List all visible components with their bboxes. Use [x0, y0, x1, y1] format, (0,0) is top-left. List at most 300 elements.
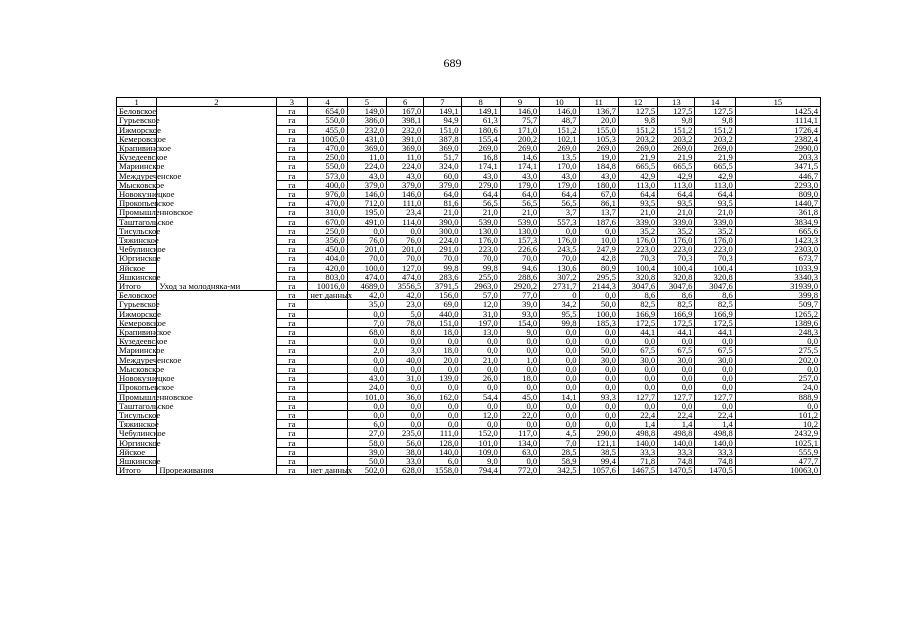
value-cell — [308, 392, 347, 401]
value-cell: 665,5 — [695, 162, 735, 171]
value-cell: 171,0 — [500, 125, 539, 134]
value-cell: 0,0 — [579, 401, 618, 410]
region-cell: Мариинское — [117, 162, 157, 171]
value-cell: 269,0 — [618, 144, 657, 153]
region-cell: Междуреченское — [117, 355, 157, 364]
region-cell: Гурьевское — [117, 300, 157, 309]
value-cell: 0,0 — [658, 401, 695, 410]
value-cell: 30,0 — [579, 355, 618, 364]
unit-cell: га — [276, 383, 308, 392]
value-cell: 539,0 — [461, 217, 500, 226]
value-cell: 339,0 — [658, 217, 695, 226]
value-cell: 2920,2 — [500, 282, 539, 291]
value-cell — [308, 346, 347, 355]
unit-cell: га — [276, 291, 308, 300]
value-cell: 342,5 — [540, 466, 579, 475]
value-cell: 203,2 — [618, 134, 657, 143]
value-cell: 111,0 — [424, 429, 461, 438]
value-cell: 509,7 — [735, 300, 820, 309]
value-cell: 269,0 — [540, 144, 579, 153]
value-cell: 470,0 — [308, 199, 347, 208]
value-cell: 670,0 — [308, 217, 347, 226]
value-cell: 24,0 — [347, 383, 386, 392]
value-cell: 93,5 — [618, 199, 657, 208]
unit-cell: га — [276, 328, 308, 337]
header-cell-8: 8 — [461, 98, 500, 107]
value-cell: 628,0 — [387, 466, 424, 475]
unit-cell: га — [276, 300, 308, 309]
value-cell: 99,8 — [461, 263, 500, 272]
value-cell: 9,8 — [695, 116, 735, 125]
value-cell: 9,8 — [658, 116, 695, 125]
value-cell: 283,6 — [424, 272, 461, 281]
value-cell: 247,9 — [579, 245, 618, 254]
value-cell: 502,0 — [347, 466, 386, 475]
value-cell: 10,0 — [579, 236, 618, 245]
unit-cell: га — [276, 438, 308, 447]
value-cell — [308, 364, 347, 373]
value-cell: 155,4 — [461, 134, 500, 143]
value-cell: 235,0 — [387, 429, 424, 438]
value-cell: 43,0 — [579, 171, 618, 180]
value-cell: 295,5 — [579, 272, 618, 281]
value-cell: 470,0 — [308, 144, 347, 153]
value-cell: 39,0 — [347, 447, 386, 456]
activity-cell: Уход за молодняка-ми — [157, 107, 276, 291]
value-cell: 70,3 — [658, 254, 695, 263]
value-cell: 654,0 — [308, 107, 347, 116]
value-cell: 1,4 — [618, 420, 657, 429]
value-cell: 498,8 — [658, 429, 695, 438]
value-cell: 176,0 — [658, 236, 695, 245]
value-cell: 255,0 — [461, 272, 500, 281]
value-cell: 70,0 — [540, 254, 579, 263]
value-cell: 557,3 — [540, 217, 579, 226]
value-cell: 0,0 — [540, 420, 579, 429]
activity-cell: Прореживания — [157, 291, 276, 475]
value-cell: 279,0 — [461, 180, 500, 189]
region-cell: Чебулинское — [117, 245, 157, 254]
value-cell: 140,0 — [695, 438, 735, 447]
value-cell: 0,0 — [658, 364, 695, 373]
value-cell: 550,0 — [308, 116, 347, 125]
value-cell: 391,0 — [387, 134, 424, 143]
value-cell: 44,1 — [658, 328, 695, 337]
value-cell: 95,5 — [540, 309, 579, 318]
value-cell: 0,0 — [579, 374, 618, 383]
value-cell: 0,0 — [387, 401, 424, 410]
value-cell: 477,7 — [735, 456, 820, 465]
value-cell: 243,5 — [540, 245, 579, 254]
value-cell: 0,0 — [540, 328, 579, 337]
value-cell: 38,5 — [579, 447, 618, 456]
value-cell: 134,0 — [500, 438, 539, 447]
value-cell: 51,7 — [424, 153, 461, 162]
value-cell: 2963,0 — [461, 282, 500, 291]
value-cell: 151,2 — [658, 125, 695, 134]
value-cell: 50,0 — [347, 456, 386, 465]
value-cell: 34,2 — [540, 300, 579, 309]
value-cell: 68,0 — [347, 328, 386, 337]
value-cell: 170,0 — [540, 162, 579, 171]
value-cell: 1470,5 — [695, 466, 735, 475]
unit-cell: га — [276, 466, 308, 475]
value-cell: 0,0 — [540, 401, 579, 410]
value-cell: 223,0 — [695, 245, 735, 254]
value-cell: 0,0 — [579, 410, 618, 419]
unit-cell: га — [276, 420, 308, 429]
value-cell: 74,8 — [695, 456, 735, 465]
value-cell: 157,3 — [500, 236, 539, 245]
value-cell: 105,3 — [579, 134, 618, 143]
value-cell: 2,0 — [347, 346, 386, 355]
value-cell: 179,0 — [500, 180, 539, 189]
page-number: 689 — [443, 56, 462, 70]
value-cell: 127,5 — [695, 107, 735, 116]
value-cell: 0,0 — [424, 337, 461, 346]
value-cell: 0,0 — [540, 364, 579, 373]
unit-cell: га — [276, 364, 308, 373]
value-cell: 420,0 — [308, 263, 347, 272]
value-cell: 70,0 — [347, 254, 386, 263]
value-cell: 176,0 — [618, 236, 657, 245]
value-cell: 13,5 — [540, 153, 579, 162]
value-cell: 1,0 — [500, 355, 539, 364]
value-cell: 8,6 — [695, 291, 735, 300]
value-cell: 33,3 — [618, 447, 657, 456]
value-cell: 288,6 — [500, 272, 539, 281]
unit-cell: га — [276, 171, 308, 180]
value-cell: 7,0 — [347, 318, 386, 327]
value-cell: 151,2 — [618, 125, 657, 134]
value-cell: 33,3 — [658, 447, 695, 456]
value-cell: 1558,0 — [424, 466, 461, 475]
value-cell: 22,4 — [695, 410, 735, 419]
value-cell: 398,1 — [387, 116, 424, 125]
unit-cell: га — [276, 337, 308, 346]
value-cell: 0,0 — [347, 355, 386, 364]
value-cell: 1726,4 — [735, 125, 820, 134]
value-cell: 11,0 — [387, 153, 424, 162]
value-cell: 94,6 — [500, 263, 539, 272]
value-cell: 386,0 — [347, 116, 386, 125]
region-cell: Мысковское — [117, 364, 157, 373]
value-cell: 0,0 — [387, 410, 424, 419]
value-cell: 172,5 — [658, 318, 695, 327]
value-cell: 1423,3 — [735, 236, 820, 245]
value-cell: 127,7 — [695, 392, 735, 401]
value-cell: 200,2 — [500, 134, 539, 143]
value-cell: 31,0 — [461, 309, 500, 318]
value-cell: нет данных — [308, 291, 347, 300]
value-cell: 10063,0 — [735, 466, 820, 475]
unit-cell: га — [276, 144, 308, 153]
value-cell: 0,0 — [387, 383, 424, 392]
value-cell: 1057,6 — [579, 466, 618, 475]
value-cell: 223,0 — [461, 245, 500, 254]
value-cell: 80,9 — [579, 263, 618, 272]
value-cell: 8,6 — [618, 291, 657, 300]
value-cell — [308, 300, 347, 309]
value-cell: 58,0 — [347, 438, 386, 447]
value-cell: 35,0 — [347, 300, 386, 309]
region-cell: Промышленновское — [117, 208, 157, 217]
value-cell: 387,8 — [424, 134, 461, 143]
value-cell: 93,5 — [658, 199, 695, 208]
value-cell: 185,3 — [579, 318, 618, 327]
region-cell: Тяжинское — [117, 420, 157, 429]
value-cell: 1467,5 — [618, 466, 657, 475]
value-cell: 0,0 — [695, 374, 735, 383]
value-cell: 269,0 — [658, 144, 695, 153]
value-cell: 94,9 — [424, 116, 461, 125]
value-cell: 269,0 — [461, 144, 500, 153]
value-cell: 0,0 — [579, 420, 618, 429]
value-cell: 113,0 — [658, 180, 695, 189]
value-cell: 3047,6 — [618, 282, 657, 291]
value-cell: 42,9 — [695, 171, 735, 180]
value-cell: 176,0 — [695, 236, 735, 245]
value-cell: 43,0 — [387, 171, 424, 180]
value-cell: 179,0 — [540, 180, 579, 189]
header-cell-6: 6 — [387, 98, 424, 107]
value-cell: 3471,5 — [735, 162, 820, 171]
value-cell: 64,0 — [424, 190, 461, 199]
value-cell: 166,9 — [658, 309, 695, 318]
value-cell: 0,0 — [540, 337, 579, 346]
value-cell: 176,0 — [461, 236, 500, 245]
value-cell: 2731,7 — [540, 282, 579, 291]
region-cell: Кузедеевское — [117, 337, 157, 346]
region-cell: Итого — [117, 282, 157, 291]
value-cell: 248,3 — [735, 328, 820, 337]
value-cell — [308, 328, 347, 337]
value-cell — [308, 309, 347, 318]
value-cell: 43,0 — [540, 171, 579, 180]
value-cell: 6,0 — [424, 456, 461, 465]
value-cell: 9,8 — [618, 116, 657, 125]
value-cell: 21,0 — [424, 208, 461, 217]
table-body — [117, 98, 821, 475]
value-cell: 155,0 — [579, 125, 618, 134]
value-cell — [308, 420, 347, 429]
value-cell: 404,0 — [308, 254, 347, 263]
value-cell: 23,0 — [387, 300, 424, 309]
value-cell: 665,5 — [618, 162, 657, 171]
value-cell: 0,0 — [579, 337, 618, 346]
value-cell: 455,0 — [308, 125, 347, 134]
value-cell: 64,4 — [540, 190, 579, 199]
value-cell: 324,0 — [424, 162, 461, 171]
region-cell: Прокопьевское — [117, 199, 157, 208]
value-cell: 22,4 — [658, 410, 695, 419]
value-cell: 1425,4 — [735, 107, 820, 116]
region-cell: Тисульское — [117, 226, 157, 235]
value-cell: 772,0 — [500, 466, 539, 475]
value-cell: 166,9 — [618, 309, 657, 318]
value-cell: 56,0 — [387, 438, 424, 447]
value-cell: 102,1 — [540, 134, 579, 143]
value-cell: 0,0 — [540, 383, 579, 392]
value-cell: 20,0 — [424, 355, 461, 364]
value-cell: 70,0 — [424, 254, 461, 263]
value-cell: 64,4 — [618, 190, 657, 199]
value-cell: 2303,0 — [735, 245, 820, 254]
value-cell: 58,9 — [540, 456, 579, 465]
value-cell: 3791,5 — [424, 282, 461, 291]
value-cell: 0,0 — [658, 374, 695, 383]
value-cell: 18,0 — [424, 346, 461, 355]
value-cell: 1265,2 — [735, 309, 820, 318]
unit-cell: га — [276, 318, 308, 327]
value-cell — [308, 318, 347, 327]
unit-cell: га — [276, 107, 308, 116]
value-cell: 21,0 — [461, 208, 500, 217]
value-cell: 101,0 — [347, 392, 386, 401]
value-cell: 70,0 — [500, 254, 539, 263]
value-cell: 127,7 — [618, 392, 657, 401]
header-cell-15: 15 — [735, 98, 820, 107]
unit-cell: га — [276, 254, 308, 263]
value-cell: 13,0 — [461, 328, 500, 337]
value-cell: 67,5 — [618, 346, 657, 355]
header-cell-9: 9 — [500, 98, 539, 107]
value-cell: 431,0 — [347, 134, 386, 143]
value-cell: 390,0 — [424, 217, 461, 226]
value-cell: 21,0 — [658, 208, 695, 217]
value-cell: 38,0 — [387, 447, 424, 456]
unit-cell: га — [276, 456, 308, 465]
value-cell: 100,0 — [579, 309, 618, 318]
value-cell: 4689,0 — [347, 282, 386, 291]
value-cell — [308, 438, 347, 447]
region-cell: Промышленновское — [117, 392, 157, 401]
unit-cell: га — [276, 245, 308, 254]
value-cell: 269,0 — [579, 144, 618, 153]
value-cell: 2990,0 — [735, 144, 820, 153]
value-cell: 0,0 — [347, 410, 386, 419]
value-cell: 20,0 — [579, 116, 618, 125]
value-cell: 0,0 — [658, 383, 695, 392]
header-cell-7: 7 — [424, 98, 461, 107]
value-cell: 35,2 — [658, 226, 695, 235]
value-cell: 10016,0 — [308, 282, 347, 291]
value-cell: 2432,9 — [735, 429, 820, 438]
value-cell: 712,0 — [347, 199, 386, 208]
value-cell: 127,7 — [658, 392, 695, 401]
value-cell: 50,0 — [579, 346, 618, 355]
value-cell: 803,0 — [308, 272, 347, 281]
value-cell: 0,0 — [461, 364, 500, 373]
value-cell: 224,0 — [347, 162, 386, 171]
value-cell: 82,5 — [618, 300, 657, 309]
value-cell: 0,0 — [540, 226, 579, 235]
value-cell: 0,0 — [424, 420, 461, 429]
region-cell: Беловское — [117, 107, 157, 116]
value-cell: 498,8 — [618, 429, 657, 438]
value-cell: 0,0 — [618, 364, 657, 373]
unit-cell: га — [276, 447, 308, 456]
value-cell: 67,5 — [658, 346, 695, 355]
value-cell: 446,7 — [735, 171, 820, 180]
value-cell: 64,4 — [461, 190, 500, 199]
region-cell: Кемеровское — [117, 318, 157, 327]
value-cell: 70,0 — [387, 254, 424, 263]
value-cell: 180,0 — [579, 180, 618, 189]
value-cell: 114,0 — [387, 217, 424, 226]
value-cell: 99,4 — [579, 456, 618, 465]
value-cell: 21,0 — [500, 208, 539, 217]
value-cell: 0,0 — [387, 420, 424, 429]
value-cell: 86,1 — [579, 199, 618, 208]
value-cell: 77,0 — [500, 291, 539, 300]
value-cell: 450,0 — [308, 245, 347, 254]
value-cell: 82,5 — [695, 300, 735, 309]
value-cell: 151,0 — [424, 125, 461, 134]
value-cell: 56,5 — [461, 199, 500, 208]
value-cell: 440,0 — [424, 309, 461, 318]
unit-cell: га — [276, 374, 308, 383]
value-cell: 14,1 — [540, 392, 579, 401]
value-cell: 146,0 — [347, 190, 386, 199]
value-cell: 39,0 — [500, 300, 539, 309]
value-cell — [308, 410, 347, 419]
value-cell: 369,0 — [424, 144, 461, 153]
value-cell: 226,6 — [500, 245, 539, 254]
value-cell: 0,0 — [695, 364, 735, 373]
value-cell: 223,0 — [618, 245, 657, 254]
value-cell: 100,4 — [618, 263, 657, 272]
value-cell: 0,0 — [347, 226, 386, 235]
value-cell: 45,0 — [500, 392, 539, 401]
value-cell: 24,0 — [735, 383, 820, 392]
region-cell: Кузедеевское — [117, 153, 157, 162]
header-cell-10: 10 — [540, 98, 579, 107]
value-cell — [308, 447, 347, 456]
value-cell: 136,7 — [579, 107, 618, 116]
value-cell: 16,8 — [461, 153, 500, 162]
value-cell: 809,0 — [735, 190, 820, 199]
value-cell: 99,8 — [424, 263, 461, 272]
value-cell: 156,0 — [424, 291, 461, 300]
value-cell: 74,8 — [658, 456, 695, 465]
value-cell: 0,0 — [347, 364, 386, 373]
value-cell: 113,0 — [695, 180, 735, 189]
value-cell: 320,8 — [618, 272, 657, 281]
value-cell: 42,0 — [347, 291, 386, 300]
header-cell-5: 5 — [347, 98, 386, 107]
value-cell: 19,0 — [579, 153, 618, 162]
value-cell: 0,0 — [735, 401, 820, 410]
value-cell: нет данных — [308, 466, 347, 475]
value-cell: 1,4 — [695, 420, 735, 429]
unit-cell: га — [276, 208, 308, 217]
value-cell: 22,0 — [500, 410, 539, 419]
header-cell-12: 12 — [618, 98, 657, 107]
value-cell: 0,0 — [618, 337, 657, 346]
value-cell: 203,3 — [735, 153, 820, 162]
value-cell: 140,0 — [618, 438, 657, 447]
value-cell: 172,5 — [618, 318, 657, 327]
value-cell: 232,0 — [347, 125, 386, 134]
unit-cell: га — [276, 217, 308, 226]
value-cell: 307,2 — [540, 272, 579, 281]
region-cell: Прокопьевское — [117, 383, 157, 392]
value-cell: 9,0 — [461, 456, 500, 465]
value-cell: 42,0 — [387, 291, 424, 300]
value-cell: 3340,3 — [735, 272, 820, 281]
value-cell: 1440,7 — [735, 199, 820, 208]
